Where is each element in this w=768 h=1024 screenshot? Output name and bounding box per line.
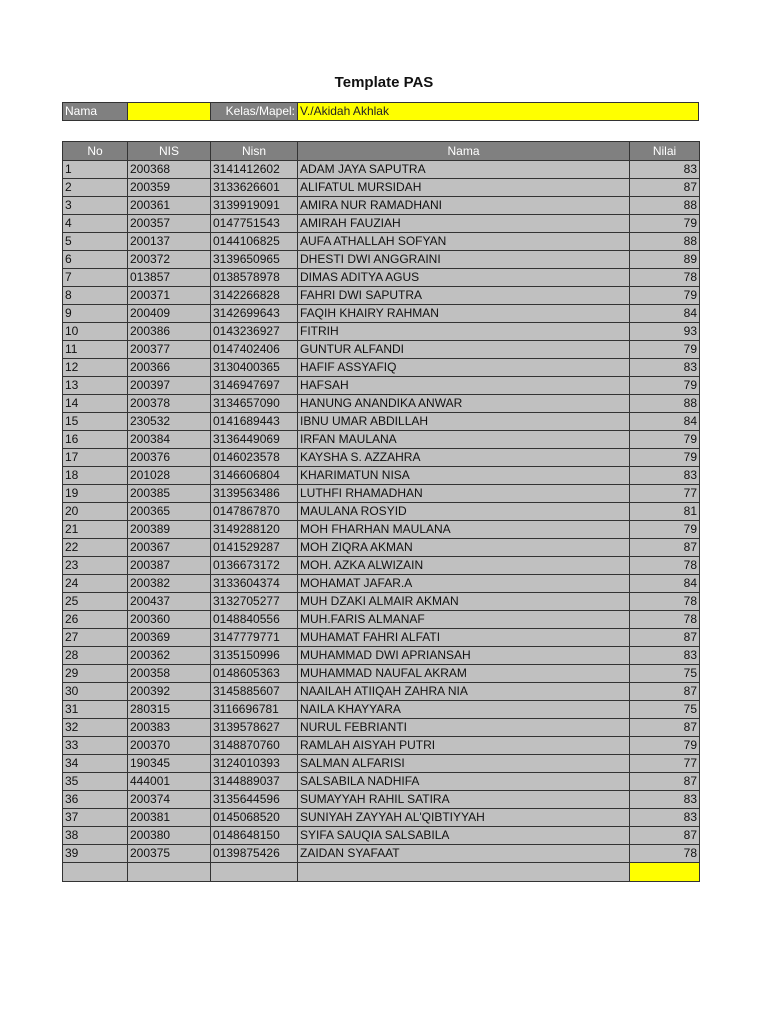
cell-no[interactable]: 24 <box>63 575 128 593</box>
footer-cell[interactable] <box>211 863 298 882</box>
table-row <box>63 377 700 395</box>
cell-nis[interactable]: 200372 <box>128 251 211 269</box>
cell-nisn[interactable]: 3135644596 <box>211 791 298 809</box>
cell-nama[interactable]: MOH ZIQRA AKMAN <box>298 539 630 557</box>
table-row <box>63 413 700 431</box>
cell-nama[interactable]: MUHAMMAD DWI APRIANSAH <box>298 647 630 665</box>
cell-nisn[interactable]: 3139919091 <box>211 197 298 215</box>
header-nilai: Nilai <box>630 142 700 161</box>
cell-nilai[interactable]: 78 <box>630 593 700 611</box>
cell-nama[interactable]: MAULANA ROSYID <box>298 503 630 521</box>
cell-nilai[interactable]: 78 <box>630 845 700 863</box>
cell-nis[interactable]: 200359 <box>128 179 211 197</box>
footer-cell[interactable] <box>63 863 128 882</box>
cell-nama[interactable]: IBNU UMAR ABDILLAH <box>298 413 630 431</box>
cell-nisn[interactable]: 0147751543 <box>211 215 298 233</box>
table-row <box>63 845 700 863</box>
cell-no[interactable]: 25 <box>63 593 128 611</box>
cell-nisn[interactable]: 3134657090 <box>211 395 298 413</box>
cell-nama[interactable]: LUTHFI RHAMADHAN <box>298 485 630 503</box>
cell-nilai[interactable]: 79 <box>630 287 700 305</box>
cell-nama[interactable]: MOH. AZKA ALWIZAIN <box>298 557 630 575</box>
cell-no[interactable]: 1 <box>63 161 128 179</box>
header-no: No <box>63 142 128 161</box>
cell-nis[interactable]: 200376 <box>128 449 211 467</box>
cell-nis[interactable]: 200368 <box>128 161 211 179</box>
cell-nama[interactable]: HANUNG ANANDIKA ANWAR <box>298 395 630 413</box>
cell-nis[interactable]: 200361 <box>128 197 211 215</box>
cell-nisn[interactable]: 0139875426 <box>211 845 298 863</box>
cell-nilai[interactable]: 78 <box>630 611 700 629</box>
cell-nilai[interactable]: 84 <box>630 413 700 431</box>
cell-nisn[interactable]: 3146606804 <box>211 467 298 485</box>
cell-no[interactable]: 3 <box>63 197 128 215</box>
cell-nis[interactable]: 201028 <box>128 467 211 485</box>
cell-nama[interactable]: KAYSHA S. AZZAHRA <box>298 449 630 467</box>
cell-no[interactable]: 37 <box>63 809 128 827</box>
table-row <box>63 611 700 629</box>
cell-nisn[interactable]: 3133626601 <box>211 179 298 197</box>
cell-no[interactable]: 6 <box>63 251 128 269</box>
cell-nis[interactable]: 230532 <box>128 413 211 431</box>
table-footer-row <box>63 863 700 882</box>
cell-nisn[interactable]: 0143236927 <box>211 323 298 341</box>
cell-nilai[interactable]: 78 <box>630 557 700 575</box>
cell-nilai[interactable]: 88 <box>630 395 700 413</box>
cell-nama[interactable]: GUNTUR ALFANDI <box>298 341 630 359</box>
cell-nis[interactable]: 444001 <box>128 773 211 791</box>
footer-total-cell[interactable] <box>630 863 700 882</box>
cell-no[interactable]: 4 <box>63 215 128 233</box>
table-row <box>63 287 700 305</box>
cell-nisn[interactable]: 3149288120 <box>211 521 298 539</box>
page-title: Template PAS <box>334 74 434 91</box>
table-row <box>63 359 700 377</box>
cell-nisn[interactable]: 0144106825 <box>211 233 298 251</box>
table-row <box>63 647 700 665</box>
cell-nisn[interactable]: 3147779771 <box>211 629 298 647</box>
cell-nis[interactable]: 200377 <box>128 341 211 359</box>
cell-nisn[interactable]: 0141529287 <box>211 539 298 557</box>
table-row <box>63 323 700 341</box>
cell-nama[interactable]: HAFSAH <box>298 377 630 395</box>
cell-nilai[interactable]: 84 <box>630 575 700 593</box>
cell-nilai[interactable]: 79 <box>630 431 700 449</box>
cell-nis[interactable]: 200392 <box>128 683 211 701</box>
table-row <box>63 737 700 755</box>
cell-nis[interactable]: 013857 <box>128 269 211 287</box>
table-row <box>63 503 700 521</box>
cell-nama[interactable]: ZAIDAN SYAFAAT <box>298 845 630 863</box>
cell-nama[interactable]: NURUL FEBRIANTI <box>298 719 630 737</box>
cell-nilai[interactable]: 79 <box>630 521 700 539</box>
cell-nama[interactable]: HAFIF ASSYAFIQ <box>298 359 630 377</box>
cell-nama[interactable]: DIMAS ADITYA AGUS <box>298 269 630 287</box>
cell-nama[interactable]: FAQIH KHAIRY RAHMAN <box>298 305 630 323</box>
cell-nama[interactable]: MOH FHARHAN MAULANA <box>298 521 630 539</box>
cell-no[interactable]: 21 <box>63 521 128 539</box>
cell-nilai[interactable]: 87 <box>630 719 700 737</box>
table-row <box>63 467 700 485</box>
cell-no[interactable]: 15 <box>63 413 128 431</box>
cell-nis[interactable]: 200385 <box>128 485 211 503</box>
footer-cell[interactable] <box>128 863 211 882</box>
cell-nis[interactable]: 200382 <box>128 575 211 593</box>
cell-nisn[interactable]: 0145068520 <box>211 809 298 827</box>
cell-nilai[interactable]: 87 <box>630 179 700 197</box>
cell-nama[interactable]: NAAILAH ATIIQAH ZAHRA NIA <box>298 683 630 701</box>
table-row <box>63 251 700 269</box>
cell-no[interactable]: 18 <box>63 467 128 485</box>
cell-nilai[interactable]: 79 <box>630 341 700 359</box>
table-row <box>63 809 700 827</box>
cell-nama[interactable]: ALIFATUL MURSIDAH <box>298 179 630 197</box>
cell-nama[interactable]: NAILA KHAYYARA <box>298 701 630 719</box>
cell-nis[interactable]: 200381 <box>128 809 211 827</box>
cell-nilai[interactable]: 79 <box>630 737 700 755</box>
cell-nis[interactable]: 200386 <box>128 323 211 341</box>
cell-nama[interactable]: FITRIH <box>298 323 630 341</box>
table-row <box>63 683 700 701</box>
cell-nis[interactable]: 200365 <box>128 503 211 521</box>
cell-nisn[interactable]: 3135150996 <box>211 647 298 665</box>
cell-nisn[interactable]: 3148870760 <box>211 737 298 755</box>
cell-nisn[interactable]: 0147402406 <box>211 341 298 359</box>
cell-nisn[interactable]: 3146947697 <box>211 377 298 395</box>
cell-nisn[interactable]: 3141412602 <box>211 161 298 179</box>
cell-nisn[interactable]: 3142699643 <box>211 305 298 323</box>
kelas-mapel-label: Kelas/Mapel: <box>210 102 298 121</box>
cell-no[interactable]: 30 <box>63 683 128 701</box>
cell-nis[interactable]: 200384 <box>128 431 211 449</box>
cell-nis[interactable]: 200378 <box>128 395 211 413</box>
header-nis: NIS <box>128 142 211 161</box>
cell-no[interactable]: 10 <box>63 323 128 341</box>
cell-nis[interactable]: 200397 <box>128 377 211 395</box>
footer-cell[interactable] <box>298 863 630 882</box>
cell-nilai[interactable]: 83 <box>630 161 700 179</box>
cell-nisn[interactable]: 3142266828 <box>211 287 298 305</box>
cell-nis[interactable]: 200387 <box>128 557 211 575</box>
cell-nilai[interactable]: 83 <box>630 791 700 809</box>
table-row <box>63 431 700 449</box>
cell-nis[interactable]: 200409 <box>128 305 211 323</box>
cell-nama[interactable]: DHESTI DWI ANGGRAINI <box>298 251 630 269</box>
cell-nis[interactable]: 200370 <box>128 737 211 755</box>
cell-nilai[interactable]: 88 <box>630 197 700 215</box>
cell-nisn[interactable]: 3139578627 <box>211 719 298 737</box>
table-row <box>63 719 700 737</box>
cell-no[interactable]: 13 <box>63 377 128 395</box>
cell-nis[interactable]: 200357 <box>128 215 211 233</box>
cell-no[interactable]: 38 <box>63 827 128 845</box>
cell-nis[interactable]: 200369 <box>128 629 211 647</box>
table-row <box>63 791 700 809</box>
cell-nilai[interactable]: 79 <box>630 377 700 395</box>
table-row <box>63 755 700 773</box>
cell-nisn[interactable]: 3139650965 <box>211 251 298 269</box>
cell-no[interactable]: 9 <box>63 305 128 323</box>
nama-value-cell[interactable] <box>127 102 211 121</box>
table-row <box>63 161 700 179</box>
cell-nis[interactable]: 200389 <box>128 521 211 539</box>
table-row <box>63 305 700 323</box>
cell-no[interactable]: 27 <box>63 629 128 647</box>
cell-no[interactable]: 33 <box>63 737 128 755</box>
table-row <box>63 701 700 719</box>
cell-nilai[interactable]: 87 <box>630 629 700 647</box>
cell-nama[interactable]: AMIRAH FAUZIAH <box>298 215 630 233</box>
cell-nama[interactable]: MUHAMMAD NAUFAL AKRAM <box>298 665 630 683</box>
cell-nisn[interactable]: 3132705277 <box>211 593 298 611</box>
cell-nis[interactable]: 200366 <box>128 359 211 377</box>
table-row <box>63 539 700 557</box>
cell-nis[interactable]: 200371 <box>128 287 211 305</box>
cell-nama[interactable]: MUH.FARIS ALMANAF <box>298 611 630 629</box>
cell-nama[interactable]: FAHRI DWI SAPUTRA <box>298 287 630 305</box>
table-row <box>63 665 700 683</box>
cell-nisn[interactable]: 0141689443 <box>211 413 298 431</box>
cell-nisn[interactable]: 0147867870 <box>211 503 298 521</box>
cell-nis[interactable]: 280315 <box>128 701 211 719</box>
table-row <box>63 269 700 287</box>
cell-nilai[interactable]: 83 <box>630 359 700 377</box>
cell-nilai[interactable]: 84 <box>630 305 700 323</box>
cell-no[interactable]: 28 <box>63 647 128 665</box>
cell-nis[interactable]: 200362 <box>128 647 211 665</box>
cell-no[interactable]: 16 <box>63 431 128 449</box>
cell-no[interactable]: 12 <box>63 359 128 377</box>
cell-nama[interactable]: SALSABILA NADHIFA <box>298 773 630 791</box>
cell-no[interactable]: 17 <box>63 449 128 467</box>
cell-nis[interactable]: 200383 <box>128 719 211 737</box>
cell-no[interactable]: 20 <box>63 503 128 521</box>
cell-nisn[interactable]: 3133604374 <box>211 575 298 593</box>
cell-nama[interactable]: SUMAYYAH RAHIL SATIRA <box>298 791 630 809</box>
cell-no[interactable]: 5 <box>63 233 128 251</box>
table-row <box>63 575 700 593</box>
cell-nilai[interactable]: 75 <box>630 665 700 683</box>
cell-no[interactable]: 31 <box>63 701 128 719</box>
cell-nisn[interactable]: 0146023578 <box>211 449 298 467</box>
cell-nama[interactable]: MUHAMAT FAHRI ALFATI <box>298 629 630 647</box>
cell-nilai[interactable]: 88 <box>630 233 700 251</box>
cell-nilai[interactable]: 77 <box>630 755 700 773</box>
cell-nis[interactable]: 200358 <box>128 665 211 683</box>
cell-nama[interactable]: IRFAN MAULANA <box>298 431 630 449</box>
cell-no[interactable]: 39 <box>63 845 128 863</box>
cell-no[interactable]: 19 <box>63 485 128 503</box>
table-row <box>63 179 700 197</box>
cell-no[interactable]: 35 <box>63 773 128 791</box>
kelas-mapel-value-cell[interactable]: V./Akidah Akhlak <box>297 102 699 121</box>
cell-nilai[interactable]: 89 <box>630 251 700 269</box>
info-row <box>62 102 698 121</box>
cell-nis[interactable]: 200360 <box>128 611 211 629</box>
cell-nilai[interactable]: 83 <box>630 647 700 665</box>
cell-no[interactable]: 7 <box>63 269 128 287</box>
cell-nilai[interactable]: 83 <box>630 809 700 827</box>
cell-nisn[interactable]: 0138578978 <box>211 269 298 287</box>
grade-table <box>62 141 700 882</box>
cell-nilai[interactable]: 93 <box>630 323 700 341</box>
cell-nilai[interactable]: 78 <box>630 269 700 287</box>
cell-nama[interactable]: MUH DZAKI ALMAIR AKMAN <box>298 593 630 611</box>
cell-nama[interactable]: SYIFA SAUQIA SALSABILA <box>298 827 630 845</box>
table-row <box>63 827 700 845</box>
cell-nilai[interactable]: 75 <box>630 701 700 719</box>
cell-no[interactable]: 8 <box>63 287 128 305</box>
cell-nama[interactable]: AMIRA NUR RAMADHANI <box>298 197 630 215</box>
cell-nis[interactable]: 200380 <box>128 827 211 845</box>
table-row <box>63 521 700 539</box>
cell-nama[interactable]: MOHAMAT JAFAR.A <box>298 575 630 593</box>
cell-nisn[interactable]: 0148605363 <box>211 665 298 683</box>
header-nisn: Nisn <box>211 142 298 161</box>
nama-label: Nama <box>62 102 128 121</box>
cell-no[interactable]: 23 <box>63 557 128 575</box>
cell-no[interactable]: 29 <box>63 665 128 683</box>
cell-nis[interactable]: 200437 <box>128 593 211 611</box>
table-row <box>63 341 700 359</box>
table-row <box>63 557 700 575</box>
cell-nisn[interactable]: 3136449069 <box>211 431 298 449</box>
cell-nilai[interactable]: 87 <box>630 827 700 845</box>
cell-nama[interactable]: SALMAN ALFARISI <box>298 755 630 773</box>
cell-nilai[interactable]: 81 <box>630 503 700 521</box>
cell-nama[interactable]: AUFA ATHALLAH SOFYAN <box>298 233 630 251</box>
table-row <box>63 449 700 467</box>
table-body <box>63 161 700 863</box>
table-row <box>63 395 700 413</box>
cell-no[interactable]: 26 <box>63 611 128 629</box>
cell-no[interactable]: 2 <box>63 179 128 197</box>
cell-nisn[interactable]: 3144889037 <box>211 773 298 791</box>
cell-nisn[interactable]: 3116696781 <box>211 701 298 719</box>
table-row <box>63 215 700 233</box>
cell-nilai[interactable]: 79 <box>630 215 700 233</box>
cell-nama[interactable]: RAMLAH AISYAH PUTRI <box>298 737 630 755</box>
cell-nisn[interactable]: 3139563486 <box>211 485 298 503</box>
cell-nisn[interactable]: 0136673172 <box>211 557 298 575</box>
table-row <box>63 593 700 611</box>
table-row <box>63 197 700 215</box>
cell-nis[interactable]: 190345 <box>128 755 211 773</box>
table-row <box>63 629 700 647</box>
cell-nama[interactable]: ADAM JAYA SAPUTRA <box>298 161 630 179</box>
table-row <box>63 485 700 503</box>
cell-nisn[interactable]: 0148648150 <box>211 827 298 845</box>
table-header-row <box>63 142 700 161</box>
cell-no[interactable]: 22 <box>63 539 128 557</box>
cell-nilai[interactable]: 79 <box>630 449 700 467</box>
header-nama: Nama <box>298 142 630 161</box>
cell-nis[interactable]: 200367 <box>128 539 211 557</box>
cell-no[interactable]: 32 <box>63 719 128 737</box>
cell-nilai[interactable]: 87 <box>630 773 700 791</box>
table-row <box>63 233 700 251</box>
cell-nama[interactable]: KHARIMATUN NISA <box>298 467 630 485</box>
cell-nis[interactable]: 200375 <box>128 845 211 863</box>
cell-no[interactable]: 14 <box>63 395 128 413</box>
cell-no[interactable]: 11 <box>63 341 128 359</box>
cell-nisn[interactable]: 3145885607 <box>211 683 298 701</box>
cell-nama[interactable]: SUNIYAH ZAYYAH AL'QIBTIYYAH <box>298 809 630 827</box>
cell-nis[interactable]: 200137 <box>128 233 211 251</box>
cell-nisn[interactable]: 0148840556 <box>211 611 298 629</box>
cell-nisn[interactable]: 3130400365 <box>211 359 298 377</box>
table-row <box>63 773 700 791</box>
cell-nisn[interactable]: 3124010393 <box>211 755 298 773</box>
cell-nilai[interactable]: 87 <box>630 539 700 557</box>
cell-no[interactable]: 36 <box>63 791 128 809</box>
cell-nilai[interactable]: 77 <box>630 485 700 503</box>
cell-no[interactable]: 34 <box>63 755 128 773</box>
cell-nis[interactable]: 200374 <box>128 791 211 809</box>
cell-nilai[interactable]: 87 <box>630 683 700 701</box>
cell-nilai[interactable]: 83 <box>630 467 700 485</box>
